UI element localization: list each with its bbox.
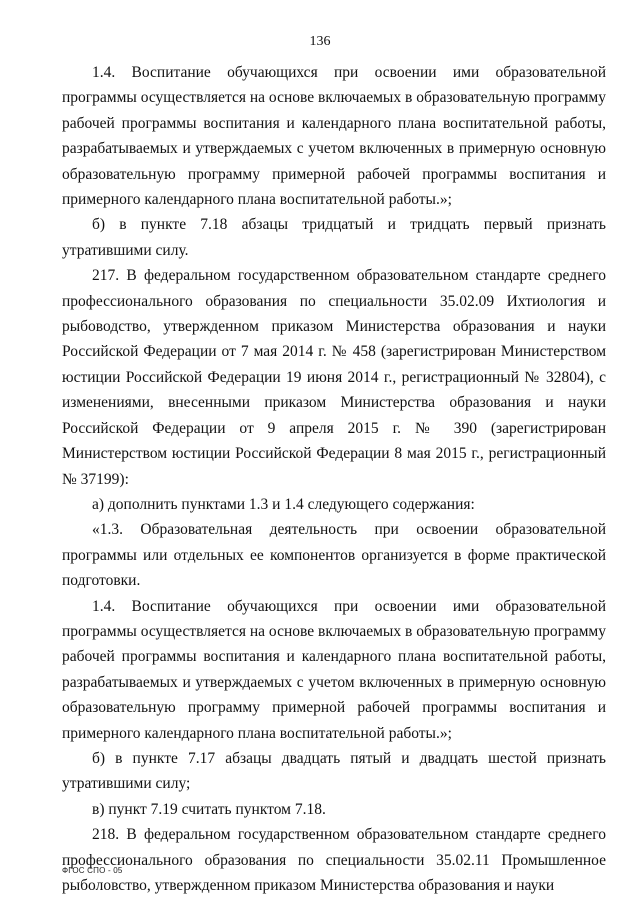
paragraph-1-4-upbringing-repeat: 1.4. Воспитание обучающихся при освоении ими образовательной программы осуществляется на основе включаемых в образовательную программу рабочей программы воспитания и календарного плана воспитательной работы, разрабатываемых и утверждаемых с учетом включенных в примерную основную образовательную программу примерной рабочей программы воспитания и примерного календарного плана воспитательной работы.»; <box>62 597 606 742</box>
paragraph-b-7-17: б) в пункте 7.17 абзацы двадцать пятый и двадцать шестой признать утратившими силу; <box>62 749 606 793</box>
document-body <box>62 60 606 898</box>
page-number: 136 <box>309 34 331 49</box>
footer-code: ФГОС СПО - 05 <box>62 866 123 875</box>
paragraph-218: 218. В федеральном государственном образовательном стандарте среднего профессионального образования по специальности 35.02.11 Промышленное рыболовство, утвержденном приказом Министерства образования и науки <box>62 826 606 894</box>
paragraph-v-7-19: в) пункт 7.19 считать пунктом 7.18. <box>92 800 326 818</box>
paragraph-b-7-18: б) в пункте 7.18 абзацы тридцатый и тридцать первый признать утратившими силу. <box>62 216 606 259</box>
paragraph-1-4-upbringing: 1.4. Воспитание обучающихся при освоении ими образовательной программы осуществляется на основе включаемых в образовательную программу рабочей программы воспитания и календарного плана воспитательной работы, разрабатываемых и утверждаемых с учетом включенных в примерную основную образовательную программу примерной рабочей программы воспитания и примерного календарного плана воспитательной работы.»; <box>62 64 606 209</box>
paragraph-a-add-points: а) дополнить пунктами 1.3 и 1.4 следующего содержания: <box>92 495 475 513</box>
paragraph-217: 217. В федеральном государственном образовательном стандарте среднего профессионального образования по специальности 35.02.09 Ихтиология и рыбоводство, утвержденном приказом Министерства образования и науки Российской Федерации от 7 мая 2014 г. № 458 (зарегистрирован Министерством юстиции Российской Федерации 19 июня 2014 г., регистрационный № 32804), с изменениями, внесенными приказом Министерства образования и науки Российской Федерации от 9 апреля 2015 г. № 390 (зарегистрирован Министерством юстиции Российской Федерации 8 мая 2015 г., регистрационный № 37199): <box>62 267 606 488</box>
paragraph-1-3-practice: «1.3. Образовательная деятельность при освоении образовательной программы или отдельных ее компонентов организуется в форме практической подготовки. <box>62 521 606 590</box>
